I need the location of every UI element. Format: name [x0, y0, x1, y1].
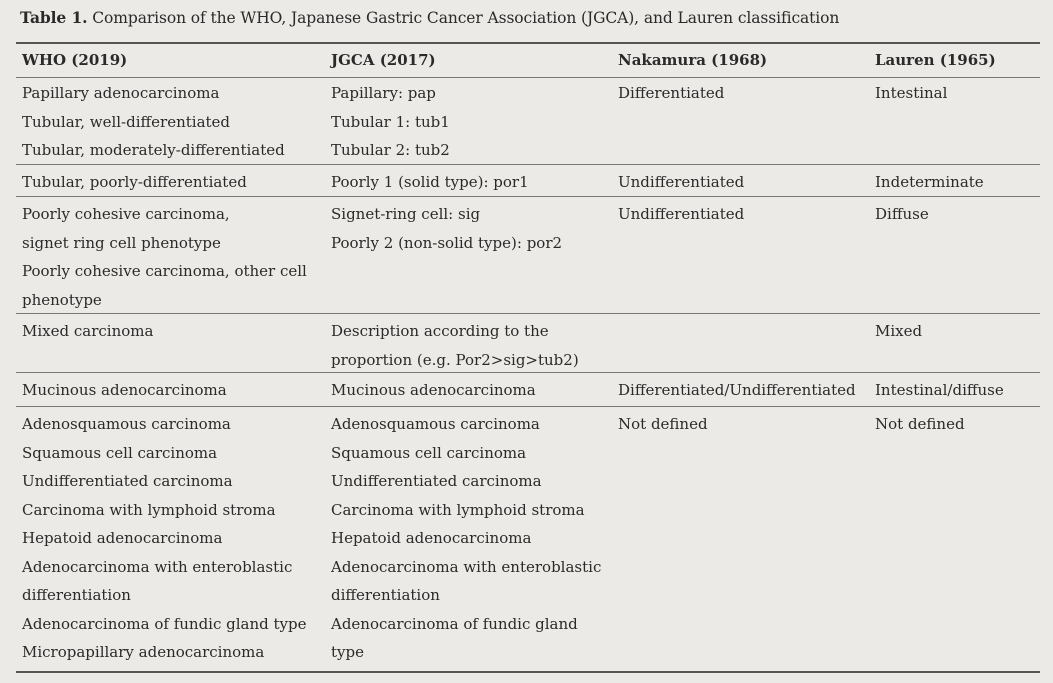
cell-line: Intestinal/diffuse	[875, 381, 1004, 399]
cell-jgca-row-3	[331, 200, 562, 257]
row-separator	[16, 196, 1040, 197]
cell-line: Carcinoma with lymphoid stroma	[22, 500, 276, 519]
cell-line: Poorly cohesive carcinoma,	[22, 205, 230, 223]
row-separator	[16, 164, 1040, 165]
cell-line: differentiation	[331, 586, 440, 604]
cell-line: Poorly 1 (solid type): por1	[331, 173, 529, 191]
cell-line: proportion (e.g. Por2>sig>tub2)	[331, 350, 579, 369]
row-separator	[16, 406, 1040, 407]
cell-line: Adenocarcinoma with enteroblastic	[22, 557, 293, 576]
cell-line: Mixed carcinoma	[22, 322, 154, 340]
cell-who-row-4	[22, 317, 153, 346]
cell-line: Intestinal	[875, 84, 948, 102]
cell-jgca-row-2	[331, 168, 529, 197]
header-lauren: Lauren (1965)	[875, 51, 996, 69]
table-top-rule	[16, 42, 1040, 44]
row-separator	[16, 313, 1040, 314]
cell-who-row-3	[22, 200, 307, 314]
cell-line: Adenocarcinoma with enteroblastic	[331, 557, 602, 576]
cell-nakamura-row-6	[618, 410, 708, 439]
cell-line: Not defined	[875, 415, 965, 433]
cell-line: Tubular, well-differentiated	[22, 112, 231, 131]
cell-who-row-2	[22, 168, 247, 197]
cell-line: Tubular, poorly-differentiated	[22, 173, 247, 191]
cell-line: Mixed	[875, 322, 923, 340]
cell-line: type	[331, 643, 364, 661]
cell-line: Undifferentiated carcinoma	[22, 472, 233, 490]
cell-line: Adenosquamous carcinoma	[331, 415, 540, 433]
cell-line: Undifferentiated	[618, 173, 745, 191]
cell-jgca-row-5	[331, 376, 536, 405]
cell-line: Adenosquamous carcinoma	[22, 415, 231, 433]
cell-lauren-row-4	[875, 317, 922, 346]
cell-line: Differentiated	[618, 84, 725, 102]
cell-jgca-row-1	[331, 79, 450, 165]
cell-lauren-row-1	[875, 79, 947, 108]
cell-nakamura-row-1	[618, 79, 724, 108]
cell-line: Tubular, moderately-differentiated	[22, 141, 285, 159]
cell-jgca-row-6	[331, 410, 601, 667]
header-rule	[16, 77, 1040, 78]
cell-nakamura-row-5	[618, 376, 856, 405]
cell-line: Signet-ring cell: sig	[331, 205, 481, 223]
cell-line: Hepatoid adenocarcinoma	[22, 529, 223, 547]
cell-line: Tubular 2: tub2	[331, 141, 450, 159]
cell-nakamura-row-2	[618, 168, 744, 197]
cell-line: Poorly cohesive carcinoma, other cell	[22, 262, 307, 280]
table-bottom-rule	[16, 671, 1040, 673]
cell-line: Diffuse	[875, 205, 929, 223]
header-nakamura: Nakamura (1968)	[618, 51, 768, 69]
cell-who-row-6	[22, 410, 307, 667]
cell-line: phenotype	[22, 290, 102, 309]
cell-jgca-row-4	[331, 317, 579, 374]
caption-label: Table 1.	[20, 8, 88, 27]
cell-who-row-5	[22, 376, 227, 405]
cell-line: Papillary: pap	[331, 84, 436, 102]
cell-line: Squamous cell carcinoma	[331, 443, 527, 462]
cell-line: Adenocarcinoma of fundic gland type	[22, 614, 307, 633]
cell-who-row-1	[22, 79, 285, 165]
cell-line: Carcinoma with lymphoid stroma	[331, 500, 585, 519]
cell-line: Poorly 2 (non-solid type): por2	[331, 233, 563, 252]
cell-line: Adenocarcinoma of fundic gland	[331, 614, 578, 633]
cell-line: Hepatoid adenocarcinoma	[331, 529, 532, 547]
row-separator	[16, 372, 1040, 373]
cell-line: Mucinous adenocarcinoma	[22, 381, 227, 399]
cell-line: Tubular 1: tub1	[331, 112, 450, 131]
caption-text: Comparison of the WHO, Japanese Gastric Cancer Association (JGCA), and Lauren classification	[92, 9, 840, 27]
cell-line: differentiation	[22, 586, 131, 604]
cell-lauren-row-6	[875, 410, 965, 439]
cell-line: signet ring cell phenotype	[22, 233, 221, 252]
cell-line: Not defined	[618, 415, 708, 433]
cell-line: Undifferentiated	[618, 205, 745, 223]
cell-lauren-row-5	[875, 376, 1004, 405]
cell-line: Differentiated/Undifferentiated	[618, 381, 856, 399]
cell-nakamura-row-3	[618, 200, 744, 229]
cell-line: Description according to the	[331, 322, 549, 340]
cell-line: Indeterminate	[875, 173, 984, 191]
table-caption	[20, 8, 839, 27]
cell-lauren-row-2	[875, 168, 984, 197]
cell-line: Undifferentiated carcinoma	[331, 472, 542, 490]
cell-line: Micropapillary adenocarcinoma	[22, 643, 265, 661]
cell-line: Squamous cell carcinoma	[22, 443, 218, 462]
cell-lauren-row-3	[875, 200, 929, 229]
header-jgca: JGCA (2017)	[331, 51, 436, 69]
cell-line: Mucinous adenocarcinoma	[331, 381, 536, 399]
header-who: WHO (2019)	[22, 51, 128, 69]
cell-line: Papillary adenocarcinoma	[22, 84, 220, 102]
